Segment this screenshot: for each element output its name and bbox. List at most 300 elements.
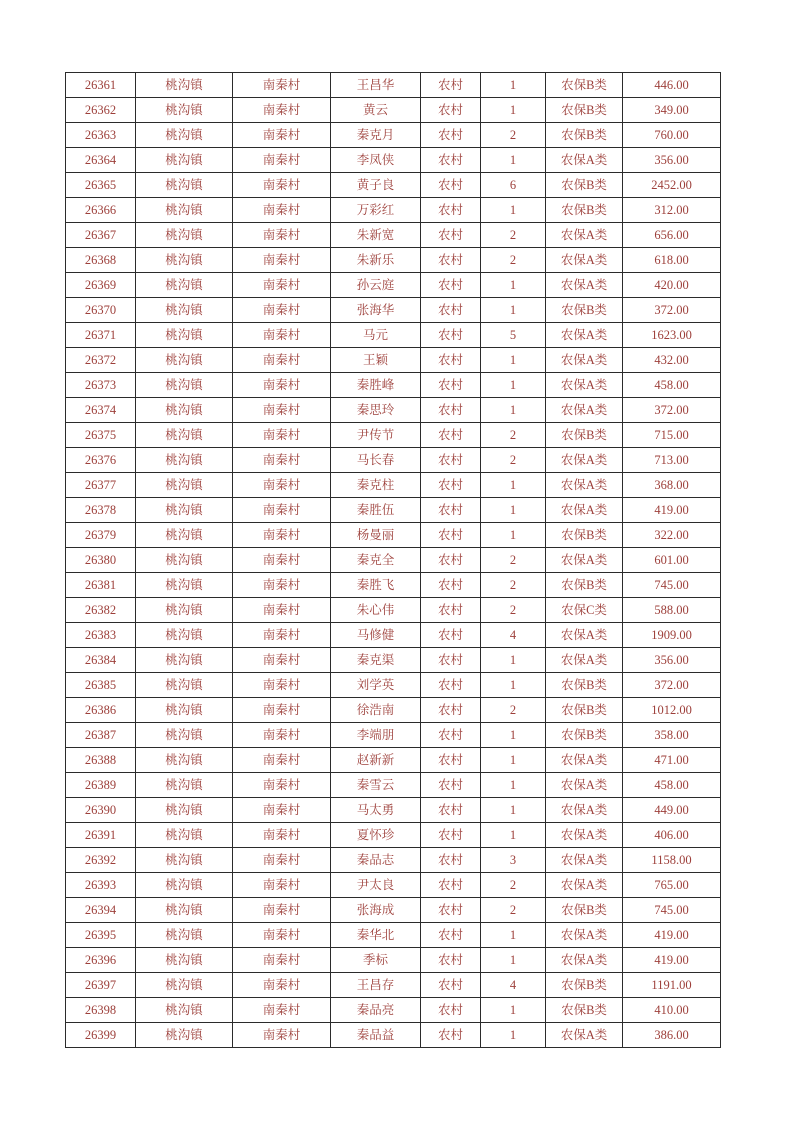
cell-type: 农村 (421, 923, 481, 948)
cell-name: 秦胜峰 (331, 373, 421, 398)
cell-count: 1 (481, 298, 546, 323)
cell-id: 26382 (66, 598, 136, 623)
table-row (66, 473, 721, 498)
cell-town: 桃沟镇 (136, 323, 233, 348)
cell-id: 26390 (66, 798, 136, 823)
cell-id: 26385 (66, 673, 136, 698)
cell-count: 1 (481, 748, 546, 773)
cell-amount: 358.00 (623, 723, 721, 748)
cell-village: 南秦村 (233, 648, 331, 673)
table-row (66, 198, 721, 223)
cell-name: 张海成 (331, 898, 421, 923)
cell-count: 2 (481, 548, 546, 573)
cell-village: 南秦村 (233, 1023, 331, 1048)
cell-village: 南秦村 (233, 373, 331, 398)
table-row (66, 673, 721, 698)
cell-id: 26388 (66, 748, 136, 773)
cell-id: 26384 (66, 648, 136, 673)
cell-category: 农保A类 (546, 348, 623, 373)
table-row (66, 848, 721, 873)
cell-town: 桃沟镇 (136, 198, 233, 223)
cell-town: 桃沟镇 (136, 523, 233, 548)
table-row (66, 73, 721, 98)
cell-name: 黄子良 (331, 173, 421, 198)
cell-name: 尹传节 (331, 423, 421, 448)
cell-town: 桃沟镇 (136, 848, 233, 873)
cell-category: 农保A类 (546, 223, 623, 248)
cell-id: 26377 (66, 473, 136, 498)
cell-town: 桃沟镇 (136, 298, 233, 323)
cell-category: 农保B类 (546, 973, 623, 998)
cell-type: 农村 (421, 273, 481, 298)
cell-count: 4 (481, 623, 546, 648)
cell-id: 26376 (66, 448, 136, 473)
cell-village: 南秦村 (233, 423, 331, 448)
cell-name: 朱新乐 (331, 248, 421, 273)
cell-count: 2 (481, 698, 546, 723)
cell-category: 农保A类 (546, 798, 623, 823)
cell-count: 1 (481, 523, 546, 548)
cell-name: 马元 (331, 323, 421, 348)
cell-count: 1 (481, 498, 546, 523)
cell-type: 农村 (421, 448, 481, 473)
cell-count: 2 (481, 573, 546, 598)
cell-count: 1 (481, 773, 546, 798)
cell-village: 南秦村 (233, 998, 331, 1023)
cell-amount: 1909.00 (623, 623, 721, 648)
cell-name: 朱心伟 (331, 598, 421, 623)
cell-name: 王昌存 (331, 973, 421, 998)
cell-town: 桃沟镇 (136, 223, 233, 248)
cell-village: 南秦村 (233, 948, 331, 973)
cell-town: 桃沟镇 (136, 273, 233, 298)
table-row (66, 598, 721, 623)
cell-town: 桃沟镇 (136, 1023, 233, 1048)
cell-town: 桃沟镇 (136, 923, 233, 948)
cell-name: 赵新新 (331, 748, 421, 773)
cell-name: 秦品亮 (331, 998, 421, 1023)
table-row (66, 98, 721, 123)
table-row (66, 1023, 721, 1048)
cell-village: 南秦村 (233, 473, 331, 498)
cell-id: 26366 (66, 198, 136, 223)
cell-category: 农保A类 (546, 273, 623, 298)
cell-town: 桃沟镇 (136, 98, 233, 123)
cell-amount: 322.00 (623, 523, 721, 548)
cell-id: 26380 (66, 548, 136, 573)
table-row (66, 873, 721, 898)
cell-village: 南秦村 (233, 573, 331, 598)
cell-town: 桃沟镇 (136, 873, 233, 898)
cell-count: 1 (481, 373, 546, 398)
cell-village: 南秦村 (233, 698, 331, 723)
cell-town: 桃沟镇 (136, 123, 233, 148)
cell-name: 秦品志 (331, 848, 421, 873)
cell-amount: 745.00 (623, 898, 721, 923)
cell-type: 农村 (421, 198, 481, 223)
cell-village: 南秦村 (233, 123, 331, 148)
cell-count: 1 (481, 648, 546, 673)
cell-count: 1 (481, 923, 546, 948)
cell-count: 1 (481, 1023, 546, 1048)
table-row (66, 973, 721, 998)
cell-type: 农村 (421, 548, 481, 573)
cell-name: 马太勇 (331, 798, 421, 823)
cell-name: 孙云庭 (331, 273, 421, 298)
cell-count: 1 (481, 98, 546, 123)
cell-category: 农保B类 (546, 673, 623, 698)
cell-name: 徐浩南 (331, 698, 421, 723)
table-row (66, 998, 721, 1023)
cell-id: 26371 (66, 323, 136, 348)
cell-category: 农保B类 (546, 298, 623, 323)
cell-type: 农村 (421, 98, 481, 123)
cell-amount: 715.00 (623, 423, 721, 448)
cell-name: 尹太良 (331, 873, 421, 898)
cell-village: 南秦村 (233, 848, 331, 873)
cell-name: 万彩红 (331, 198, 421, 223)
cell-type: 农村 (421, 748, 481, 773)
cell-town: 桃沟镇 (136, 248, 233, 273)
table-row (66, 648, 721, 673)
table-row (66, 123, 721, 148)
cell-amount: 2452.00 (623, 173, 721, 198)
cell-amount: 372.00 (623, 398, 721, 423)
cell-type: 农村 (421, 1023, 481, 1048)
data-table (65, 72, 721, 1048)
cell-id: 26378 (66, 498, 136, 523)
cell-type: 农村 (421, 798, 481, 823)
cell-id: 26362 (66, 98, 136, 123)
cell-village: 南秦村 (233, 723, 331, 748)
cell-town: 桃沟镇 (136, 648, 233, 673)
cell-id: 26396 (66, 948, 136, 973)
cell-id: 26393 (66, 873, 136, 898)
cell-category: 农保B类 (546, 898, 623, 923)
table-row (66, 748, 721, 773)
cell-village: 南秦村 (233, 273, 331, 298)
cell-name: 秦克全 (331, 548, 421, 573)
cell-type: 农村 (421, 373, 481, 398)
cell-amount: 765.00 (623, 873, 721, 898)
cell-village: 南秦村 (233, 673, 331, 698)
cell-village: 南秦村 (233, 73, 331, 98)
cell-category: 农保B类 (546, 698, 623, 723)
cell-count: 1 (481, 348, 546, 373)
cell-town: 桃沟镇 (136, 798, 233, 823)
cell-type: 农村 (421, 998, 481, 1023)
cell-count: 2 (481, 223, 546, 248)
cell-id: 26373 (66, 373, 136, 398)
cell-category: 农保A类 (546, 548, 623, 573)
table-row (66, 898, 721, 923)
cell-category: 农保B类 (546, 98, 623, 123)
cell-town: 桃沟镇 (136, 498, 233, 523)
cell-village: 南秦村 (233, 148, 331, 173)
cell-amount: 1158.00 (623, 848, 721, 873)
cell-name: 秦克柱 (331, 473, 421, 498)
cell-town: 桃沟镇 (136, 148, 233, 173)
cell-village: 南秦村 (233, 223, 331, 248)
cell-category: 农保B类 (546, 173, 623, 198)
cell-type: 农村 (421, 73, 481, 98)
cell-town: 桃沟镇 (136, 998, 233, 1023)
cell-category: 农保A类 (546, 848, 623, 873)
cell-type: 农村 (421, 123, 481, 148)
cell-town: 桃沟镇 (136, 973, 233, 998)
cell-count: 1 (481, 198, 546, 223)
cell-town: 桃沟镇 (136, 423, 233, 448)
cell-name: 秦华北 (331, 923, 421, 948)
cell-id: 26375 (66, 423, 136, 448)
cell-count: 1 (481, 723, 546, 748)
cell-category: 农保A类 (546, 823, 623, 848)
cell-type: 农村 (421, 698, 481, 723)
table-row (66, 773, 721, 798)
cell-count: 2 (481, 873, 546, 898)
cell-name: 秦克渠 (331, 648, 421, 673)
cell-category: 农保B类 (546, 723, 623, 748)
table-row (66, 173, 721, 198)
cell-category: 农保A类 (546, 923, 623, 948)
cell-amount: 432.00 (623, 348, 721, 373)
cell-name: 李凤侠 (331, 148, 421, 173)
cell-category: 农保A类 (546, 373, 623, 398)
table-row (66, 573, 721, 598)
cell-town: 桃沟镇 (136, 673, 233, 698)
table-row (66, 698, 721, 723)
cell-amount: 419.00 (623, 948, 721, 973)
cell-type: 农村 (421, 498, 481, 523)
cell-category: 农保B类 (546, 523, 623, 548)
cell-village: 南秦村 (233, 173, 331, 198)
cell-category: 农保A类 (546, 1023, 623, 1048)
cell-village: 南秦村 (233, 798, 331, 823)
cell-name: 秦品益 (331, 1023, 421, 1048)
cell-category: 农保B类 (546, 123, 623, 148)
cell-town: 桃沟镇 (136, 398, 233, 423)
cell-category: 农保A类 (546, 498, 623, 523)
cell-id: 26379 (66, 523, 136, 548)
cell-village: 南秦村 (233, 898, 331, 923)
cell-id: 26386 (66, 698, 136, 723)
cell-town: 桃沟镇 (136, 598, 233, 623)
cell-village: 南秦村 (233, 548, 331, 573)
cell-type: 农村 (421, 673, 481, 698)
table-row (66, 498, 721, 523)
cell-name: 刘学英 (331, 673, 421, 698)
cell-id: 26363 (66, 123, 136, 148)
cell-name: 马长春 (331, 448, 421, 473)
cell-amount: 312.00 (623, 198, 721, 223)
cell-type: 农村 (421, 298, 481, 323)
cell-type: 农村 (421, 598, 481, 623)
cell-village: 南秦村 (233, 523, 331, 548)
cell-town: 桃沟镇 (136, 948, 233, 973)
cell-amount: 386.00 (623, 1023, 721, 1048)
cell-category: 农保A类 (546, 748, 623, 773)
table-row (66, 823, 721, 848)
cell-id: 26381 (66, 573, 136, 598)
cell-id: 26374 (66, 398, 136, 423)
cell-type: 农村 (421, 723, 481, 748)
cell-id: 26398 (66, 998, 136, 1023)
cell-town: 桃沟镇 (136, 698, 233, 723)
cell-amount: 1191.00 (623, 973, 721, 998)
cell-id: 26369 (66, 273, 136, 298)
cell-name: 秦胜伍 (331, 498, 421, 523)
cell-amount: 419.00 (623, 498, 721, 523)
cell-id: 26387 (66, 723, 136, 748)
cell-amount: 368.00 (623, 473, 721, 498)
cell-category: 农保A类 (546, 473, 623, 498)
cell-count: 2 (481, 598, 546, 623)
cell-name: 夏怀珍 (331, 823, 421, 848)
cell-town: 桃沟镇 (136, 723, 233, 748)
cell-amount: 356.00 (623, 648, 721, 673)
cell-type: 农村 (421, 323, 481, 348)
cell-type: 农村 (421, 398, 481, 423)
table-row (66, 548, 721, 573)
cell-type: 农村 (421, 473, 481, 498)
table-row (66, 523, 721, 548)
cell-amount: 446.00 (623, 73, 721, 98)
table-row (66, 448, 721, 473)
cell-id: 26383 (66, 623, 136, 648)
cell-count: 5 (481, 323, 546, 348)
cell-amount: 419.00 (623, 923, 721, 948)
table-row (66, 923, 721, 948)
cell-category: 农保A类 (546, 323, 623, 348)
table-row (66, 623, 721, 648)
cell-name: 马修健 (331, 623, 421, 648)
cell-id: 26365 (66, 173, 136, 198)
cell-amount: 356.00 (623, 148, 721, 173)
cell-category: 农保A类 (546, 248, 623, 273)
cell-id: 26399 (66, 1023, 136, 1048)
cell-name: 季标 (331, 948, 421, 973)
cell-amount: 713.00 (623, 448, 721, 473)
cell-amount: 471.00 (623, 748, 721, 773)
cell-type: 农村 (421, 823, 481, 848)
cell-count: 1 (481, 148, 546, 173)
cell-type: 农村 (421, 848, 481, 873)
cell-town: 桃沟镇 (136, 823, 233, 848)
cell-amount: 458.00 (623, 773, 721, 798)
table-row (66, 398, 721, 423)
cell-id: 26370 (66, 298, 136, 323)
table-row (66, 423, 721, 448)
cell-village: 南秦村 (233, 248, 331, 273)
cell-amount: 406.00 (623, 823, 721, 848)
cell-village: 南秦村 (233, 748, 331, 773)
cell-amount: 372.00 (623, 673, 721, 698)
cell-category: 农保A类 (546, 773, 623, 798)
cell-count: 1 (481, 948, 546, 973)
cell-count: 1 (481, 673, 546, 698)
cell-type: 农村 (421, 948, 481, 973)
table-row (66, 223, 721, 248)
cell-village: 南秦村 (233, 323, 331, 348)
cell-amount: 1012.00 (623, 698, 721, 723)
cell-id: 26389 (66, 773, 136, 798)
cell-village: 南秦村 (233, 773, 331, 798)
table-row (66, 273, 721, 298)
cell-name: 杨曼丽 (331, 523, 421, 548)
cell-id: 26372 (66, 348, 136, 373)
cell-type: 农村 (421, 173, 481, 198)
cell-type: 农村 (421, 348, 481, 373)
cell-id: 26368 (66, 248, 136, 273)
cell-amount: 449.00 (623, 798, 721, 823)
cell-amount: 349.00 (623, 98, 721, 123)
cell-amount: 420.00 (623, 273, 721, 298)
cell-amount: 372.00 (623, 298, 721, 323)
cell-category: 农保A类 (546, 873, 623, 898)
cell-type: 农村 (421, 248, 481, 273)
cell-type: 农村 (421, 973, 481, 998)
cell-id: 26391 (66, 823, 136, 848)
cell-name: 李端朋 (331, 723, 421, 748)
cell-name: 朱新宽 (331, 223, 421, 248)
cell-category: 农保A类 (546, 448, 623, 473)
cell-category: 农保C类 (546, 598, 623, 623)
cell-town: 桃沟镇 (136, 773, 233, 798)
cell-category: 农保B类 (546, 73, 623, 98)
cell-town: 桃沟镇 (136, 623, 233, 648)
cell-village: 南秦村 (233, 623, 331, 648)
cell-town: 桃沟镇 (136, 748, 233, 773)
cell-town: 桃沟镇 (136, 448, 233, 473)
cell-count: 1 (481, 273, 546, 298)
cell-category: 农保A类 (546, 623, 623, 648)
cell-type: 农村 (421, 773, 481, 798)
table-body (66, 73, 721, 1048)
cell-count: 1 (481, 998, 546, 1023)
cell-village: 南秦村 (233, 98, 331, 123)
cell-count: 6 (481, 173, 546, 198)
cell-id: 26364 (66, 148, 136, 173)
cell-town: 桃沟镇 (136, 548, 233, 573)
cell-id: 26392 (66, 848, 136, 873)
cell-village: 南秦村 (233, 823, 331, 848)
cell-village: 南秦村 (233, 198, 331, 223)
cell-amount: 588.00 (623, 598, 721, 623)
table-row (66, 348, 721, 373)
cell-town: 桃沟镇 (136, 73, 233, 98)
cell-amount: 1623.00 (623, 323, 721, 348)
cell-count: 1 (481, 398, 546, 423)
table-row (66, 948, 721, 973)
table-row (66, 723, 721, 748)
cell-count: 1 (481, 798, 546, 823)
cell-type: 农村 (421, 423, 481, 448)
table-row (66, 373, 721, 398)
cell-category: 农保B类 (546, 573, 623, 598)
cell-count: 1 (481, 73, 546, 98)
cell-id: 26394 (66, 898, 136, 923)
cell-name: 王颖 (331, 348, 421, 373)
cell-id: 26395 (66, 923, 136, 948)
cell-town: 桃沟镇 (136, 573, 233, 598)
cell-town: 桃沟镇 (136, 173, 233, 198)
cell-id: 26367 (66, 223, 136, 248)
cell-village: 南秦村 (233, 448, 331, 473)
cell-count: 2 (481, 423, 546, 448)
table-row (66, 323, 721, 348)
cell-type: 农村 (421, 523, 481, 548)
cell-amount: 458.00 (623, 373, 721, 398)
